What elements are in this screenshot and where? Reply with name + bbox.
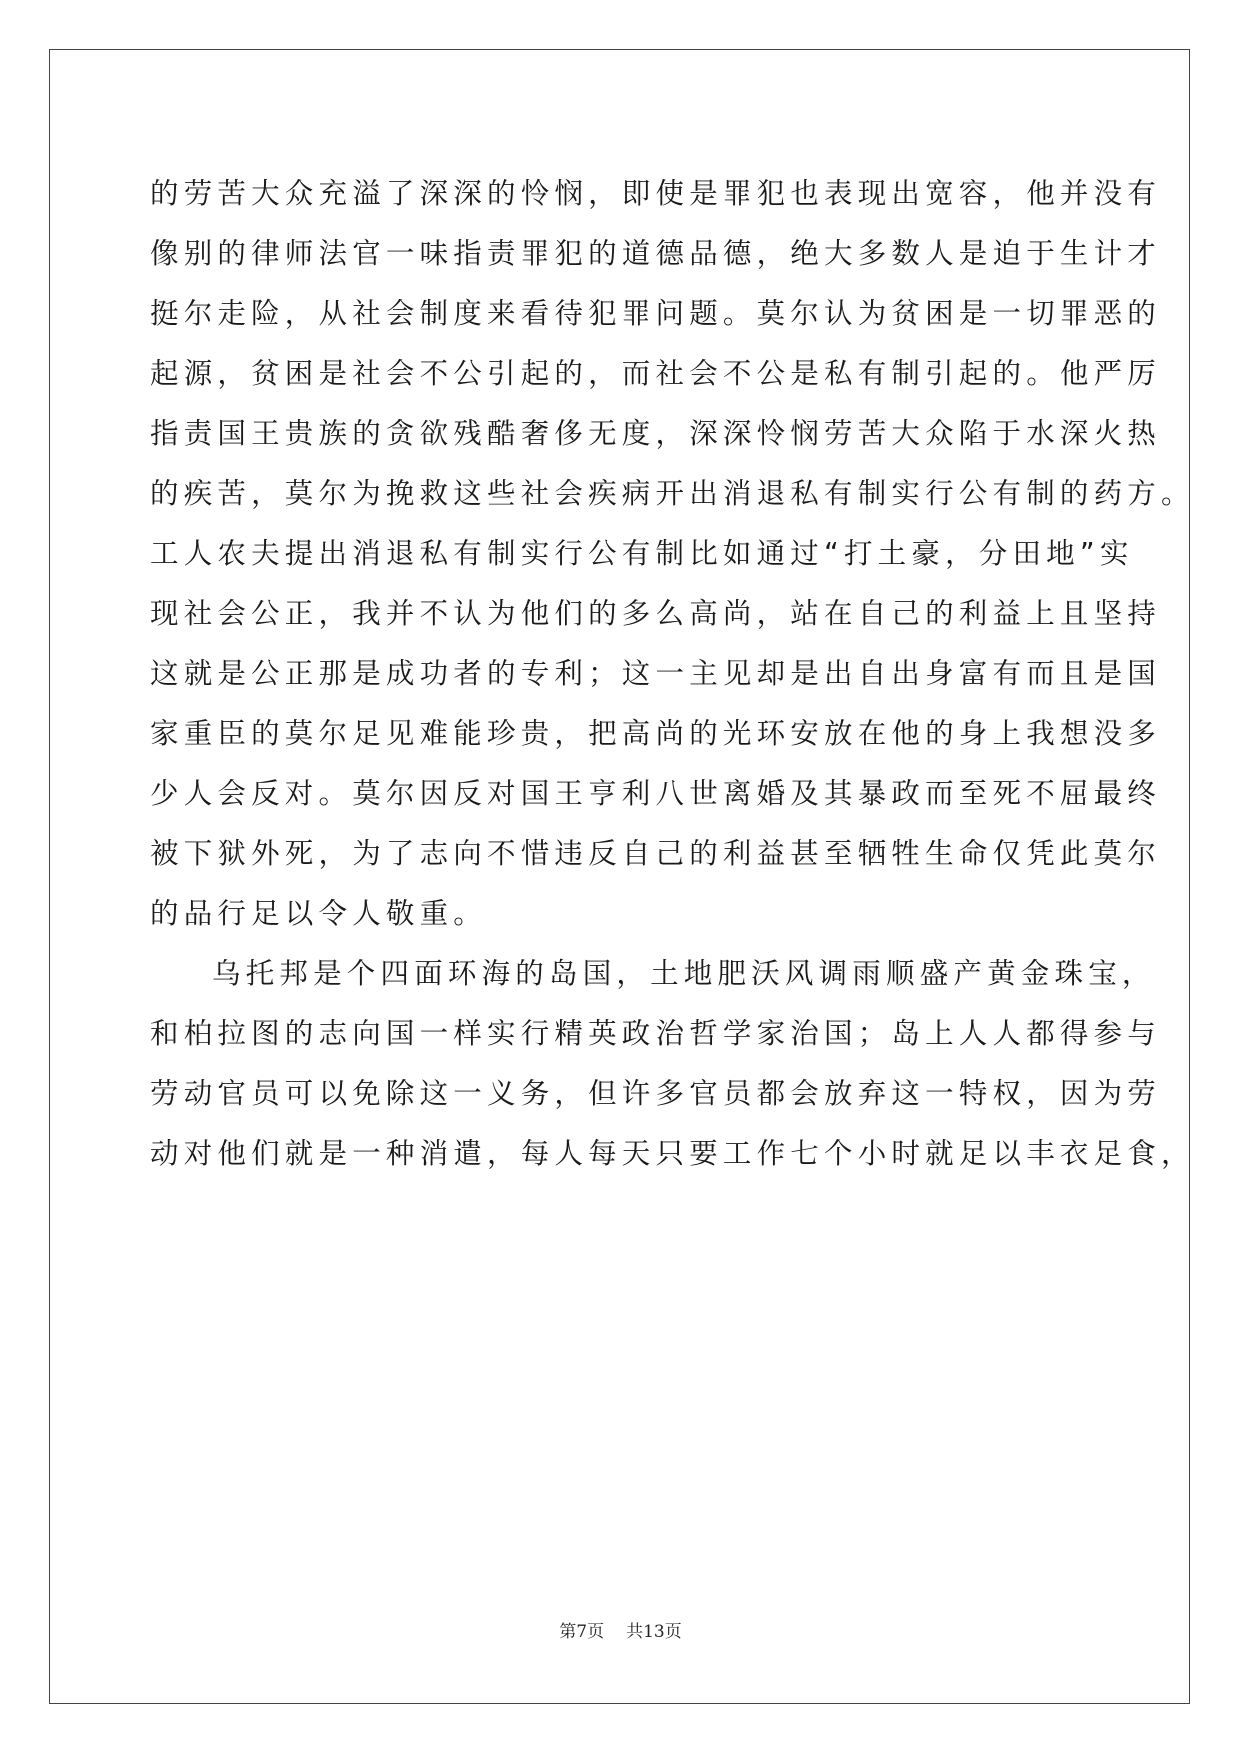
page-number: 第7页 (559, 1622, 605, 1642)
text-line: 家重臣的莫尔足见难能珍贵，把高尚的光环安放在他的身上我想没多 (150, 717, 1162, 750)
text-line: 的劳苦大众充溢了深深的怜悯，即使是罪犯也表现出宽容，他并没有 (150, 177, 1162, 210)
text-line: 和柏拉图的志向国一样实行精英政治哲学家治国；岛上人人都得参与 (150, 1017, 1162, 1050)
text-line: 劳动官员可以免除这一义务，但许多官员都会放弃这一特权，因为劳 (150, 1077, 1162, 1110)
text-line: 乌托邦是个四面环海的岛国，土地肥沃风调雨顺盛产黄金珠宝， (212, 957, 1156, 990)
text-line: 少人会反对。莫尔因反对国王亨利八世离婚及其暴政而至死不屈最终 (150, 777, 1162, 810)
text-line: 现社会公正，我并不认为他们的多么高尚，站在自己的利益上且坚持 (150, 597, 1162, 630)
text-line: 这就是公正那是成功者的专利；这一主见却是出自出身富有而且是国 (150, 657, 1162, 690)
text-line: 起源，贫困是社会不公引起的，而社会不公是私有制引起的。他严厉 (150, 357, 1162, 390)
text-line: 的品行足以令人敬重。 (150, 897, 488, 930)
text-line: 被下狱外死，为了志向不惜违反自己的利益甚至牺牲生命仅凭此莫尔 (150, 837, 1162, 870)
text-line: 动对他们就是一种消遣，每人每天只要工作七个小时就足以丰衣足食， (150, 1137, 1195, 1170)
page-footer (0, 1617, 1241, 1642)
body-text (150, 164, 1195, 1184)
text-line: 挺尔走险，从社会制度来看待犯罪问题。莫尔认为贫困是一切罪恶的 (150, 297, 1162, 330)
text-line: 指责国王贵族的贪欲残酷奢侈无度，深深怜悯劳苦大众陷于水深火热 (150, 417, 1162, 450)
text-line: 的疾苦，莫尔为挽救这些社会疾病开出消退私有制实行公有制的药方。 (150, 477, 1195, 510)
page-total: 共13页 (626, 1622, 682, 1642)
text-line: 像别的律师法官一味指责罪犯的道德品德，绝大多数人是迫于生计才 (150, 237, 1162, 270)
text-line: 工人农夫提出消退私有制实行公有制比如通过“打土豪，分田地”实 (150, 537, 1134, 570)
